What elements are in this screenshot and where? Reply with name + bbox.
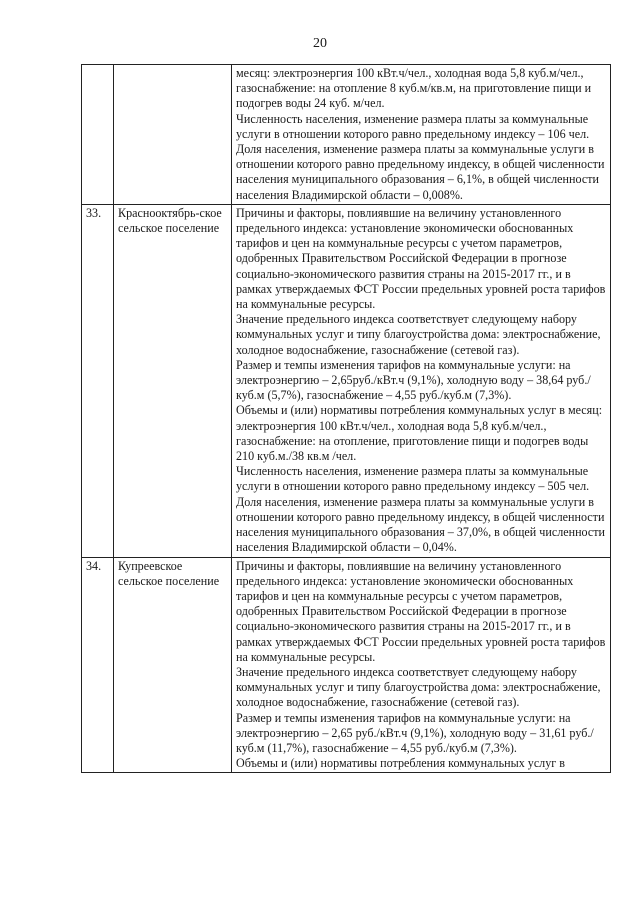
row-number bbox=[82, 65, 114, 205]
row-number: 33. bbox=[82, 204, 114, 557]
description-paragraph: Причины и факторы, повлиявшие на величину установленного предельного индекса: установление экономически обоснованных тарифов и цен на коммунальные ресурсы с учетом параметров, одобренных Правительством Российской Федерации в прогнозе социально-экономического развития страны на 2015-2017 гг., и в рамках утверждаемых ФСТ России предельных уровней роста тарифов на коммунальные ресурсы. bbox=[236, 205, 606, 312]
description-paragraph: Причины и факторы, повлиявшие на величину установленного предельного индекса: установление экономически обоснованных тарифов и цен на коммунальные ресурсы с учетом параметров, одобренных Правительством Российской Федерации в прогнозе социально-экономического развития страны на 2015-2017 гг., и в рамках утверждаемых ФСТ России предельных уровней роста тарифов на коммунальные ресурсы. bbox=[236, 558, 606, 664]
settlement-name bbox=[114, 65, 232, 205]
description-paragraph: месяц: электроэнергия 100 кВт.ч/чел., холодная вода 5,8 куб.м/чел., газоснабжение: на отопление 8 куб.м/кв.м, на приготовление пищи и подогрев воды 24 куб. м/чел. bbox=[236, 66, 592, 111]
row-description bbox=[232, 204, 611, 557]
description-paragraph: Значение предельного индекса соответствует следующему набору коммунальных услуг и типу благоустройства дома: электроснабжение, холодное водоснабжение, газоснабжение (сетевой газ). bbox=[236, 664, 601, 710]
description-paragraph: Размер и темпы изменения тарифов на коммунальные услуги: на электроэнергию – 2,65 руб./кВт.ч (9,1%), холодную воду – 31,61 руб./куб.м (11,7%), газоснабжение – 4,55 руб./куб.м (7,3%). bbox=[236, 710, 594, 755]
row-number: 34. bbox=[82, 557, 114, 773]
page-number: 20 bbox=[313, 36, 327, 51]
description-paragraph: Численность населения, изменение размера платы за коммунальные услуги в отношении которого равно предельному индексу – 106 чел. bbox=[236, 111, 590, 141]
description-paragraph: Доля населения, изменение размера платы за коммунальные услуги в отношении которого равно предельному индексу, в общей численности населения муниципального образования – 6,1%, в общей численности населения Владимирской области – 0,008%. bbox=[236, 142, 605, 202]
table-row bbox=[82, 204, 611, 557]
row-description bbox=[232, 65, 611, 205]
settlement-name: Краснооктябрь-ское сельское поселение bbox=[114, 204, 232, 557]
description-paragraph: Объемы и (или) нормативы потребления коммунальных услуг в bbox=[236, 756, 565, 771]
description-paragraph: Доля населения, изменение размера платы за коммунальные услуги в отношении которого равно предельному индексу, в общей численности населения муниципального образования – 37,0%, в общей численности населения Владимирской области – 0,04%. bbox=[236, 494, 606, 555]
table-row bbox=[82, 557, 611, 773]
description-paragraph: Размер и темпы изменения тарифов на коммунальные услуги: на электроэнергию – 2,65руб./кВт.ч (9,1%), холодную воду – 38,64 руб./куб.м (5,7%), газоснабжение – 4,55 руб./куб.м (7,3%). bbox=[236, 357, 591, 403]
settlement-name: Купреевское сельское поселение bbox=[114, 557, 232, 773]
tariff-table bbox=[81, 64, 611, 773]
tariff-table-body bbox=[82, 65, 611, 773]
description-paragraph: Численность населения, изменение размера платы за коммунальные услуги в отношении которого равно предельному индексу – 505 чел. bbox=[236, 464, 590, 494]
description-paragraph: Значение предельного индекса соответствует следующему набору коммунальных услуг и типу благоустройства дома: электроснабжение, холодное водоснабжение, газоснабжение (сетевой газ). bbox=[236, 312, 601, 357]
table-row bbox=[82, 65, 611, 205]
row-description bbox=[232, 557, 611, 773]
description-paragraph: Объемы и (или) нормативы потребления коммунальных услуг в месяц: электроэнергия 100 кВт.ч/чел., холодная вода 5,8 куб.м/чел., газоснабжение: на отопление, приготовление пищи и подогрев воды 210 куб.м./38 кв.м /чел. bbox=[236, 403, 603, 464]
